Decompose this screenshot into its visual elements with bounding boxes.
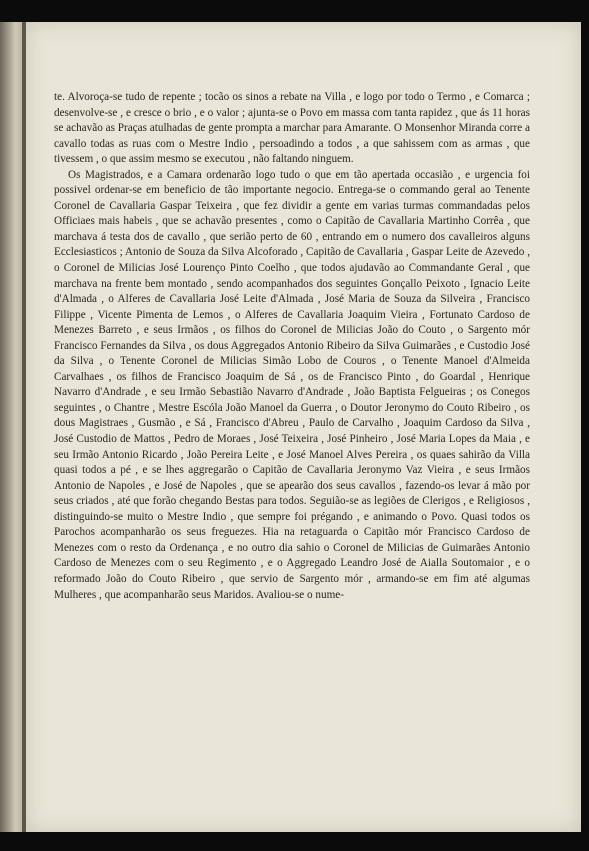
paragraph-2: Os Magistrados, e a Camara ordenarão logo tudo o que em tão apertada occasião , e urgencia foi possivel ordenar-se em beneficio de tão importante negocio. Entrega-se o commando geral ao Tenente Coronel de Cavallaria Gaspar Teixeira , que fez dividir a gente em varias turmas commandadas pelos Officiaes mais habeis , que se achavão presentes , como o Capitão de Cavallaria Martinho Corrêa , que marchava á testa dos de cavallo , que serião perto de 60 , entrando em o numero dos cavalleiros alguns Ecclesiasticos ; Antonio de Souza da Silva Alcoforado , Capitão de Cavallaria , Gaspar Leite de Azevedo , o Coronel de Milicias José Lourenço Pinto Coelho , que todos ajudavão ao Commandante Geral , que marchava na frente bem montado , sendo acompanhados dos seguintes Gonçallo Peixoto , Ignacio Leite d'Almada , o Alferes de Cavallaria José Leite d'Almada , José Maria de Souza da Silveira , Francisco Filippe , Vicente Pimenta de Lemos , o Alferes de Cavallaria Joaquim Vieira , Fortunato Cardoso de Menezes Barreto , e seus Irmãos , os filhos do Coronel de Milicias João do Couto , o Sargento mór Francisco Fernandes da Silva , os dous Aggregados Antonio Ribeiro da Silva Guimarães , e Custodio José da Silva , o Tenente Coronel de Milicias Simão Lobo de Couros , o Tenente Manoel d'Almeida Carvalhaes , os filhos de Francisco Joaquim de Sá , os de Francisco Pinto , do Goardal , Henrique Navarro d'Andrade , e seu Irmão Sebastião Navarro d'Andrade , João Baptista Felgueiras ; os Conegos seguintes , o Chantre , Mestre Escóla João Manoel da Guerra , o Doutor Jeronymo do Couto Ribeiro , os dous Magistraes , Gusmão , e Sá , Francisco d'Abreu , Paulo de Carvalho , Joaquim Cardoso da Silva , José Custodio de Mattos , Pedro de Moraes , José Teixeira , José Pinheiro , José Maria Lopes da Maia , e seu Irmão Antonio Ricardo , João Pereira Leite , e José Manoel Alves Pereira , os quaes sahirão da Villa quasi todos a pé , e se lhes aggregarão o Capitão de Cavallaria Jeronymo Vaz Vieira , e seus Irmãos Antonio de Napoles , e José de Napoles , que se apearão dos seus cavallos , fazendo-os levar á mão por seus criados , até que forão chegando Bestas para todos. Seguião-se as legiões de Clerigos , e Religiosos , distinguindo-se muito o Mestre Indio , que sempre foi prégando , e animando o Povo. Quasi todos os Parochos acompanharão os seus freguezes. Hia na retaguarda o Capitão mór Francisco Cardoso de Menezes com o resto da Ordenança , e no outro dia sahio o Coronel de Milicias de Guimarães Antonio Cardoso de Menezes com o seu Regimento , e o Aggregado Leandro José de Aialla Soutomaior , e o reformado João do Couto Ribeiro , que servio de Sargento mór , armando-se em fim até algumas Mulheres , que acompanharão seus Maridos. Avaliou-se o nume- [54,168,530,601]
book-page [26,22,581,832]
left-page-edge [0,22,22,832]
paragraph-1: te. Alvoroça-se tudo de repente ; tocão os sinos a rebate na Villa , e logo por todo o Termo , e Comarca ; desenvolve-se , e cresce o brio , e o valor ; ajunta-se o Povo em massa com tanta rapidez , que ás 11 horas se achavão as Praças atulhadas de gente prompta a marchar para Amarante. O Monsenhor Miranda corre a cavallo todas as ruas com o Mestre Indio , persoadindo a todos , a que sahissem com as armas , que tivessem , o que assim mesmo se executou , não faltando ninguem. [54,91,530,166]
page-text [54,90,530,603]
